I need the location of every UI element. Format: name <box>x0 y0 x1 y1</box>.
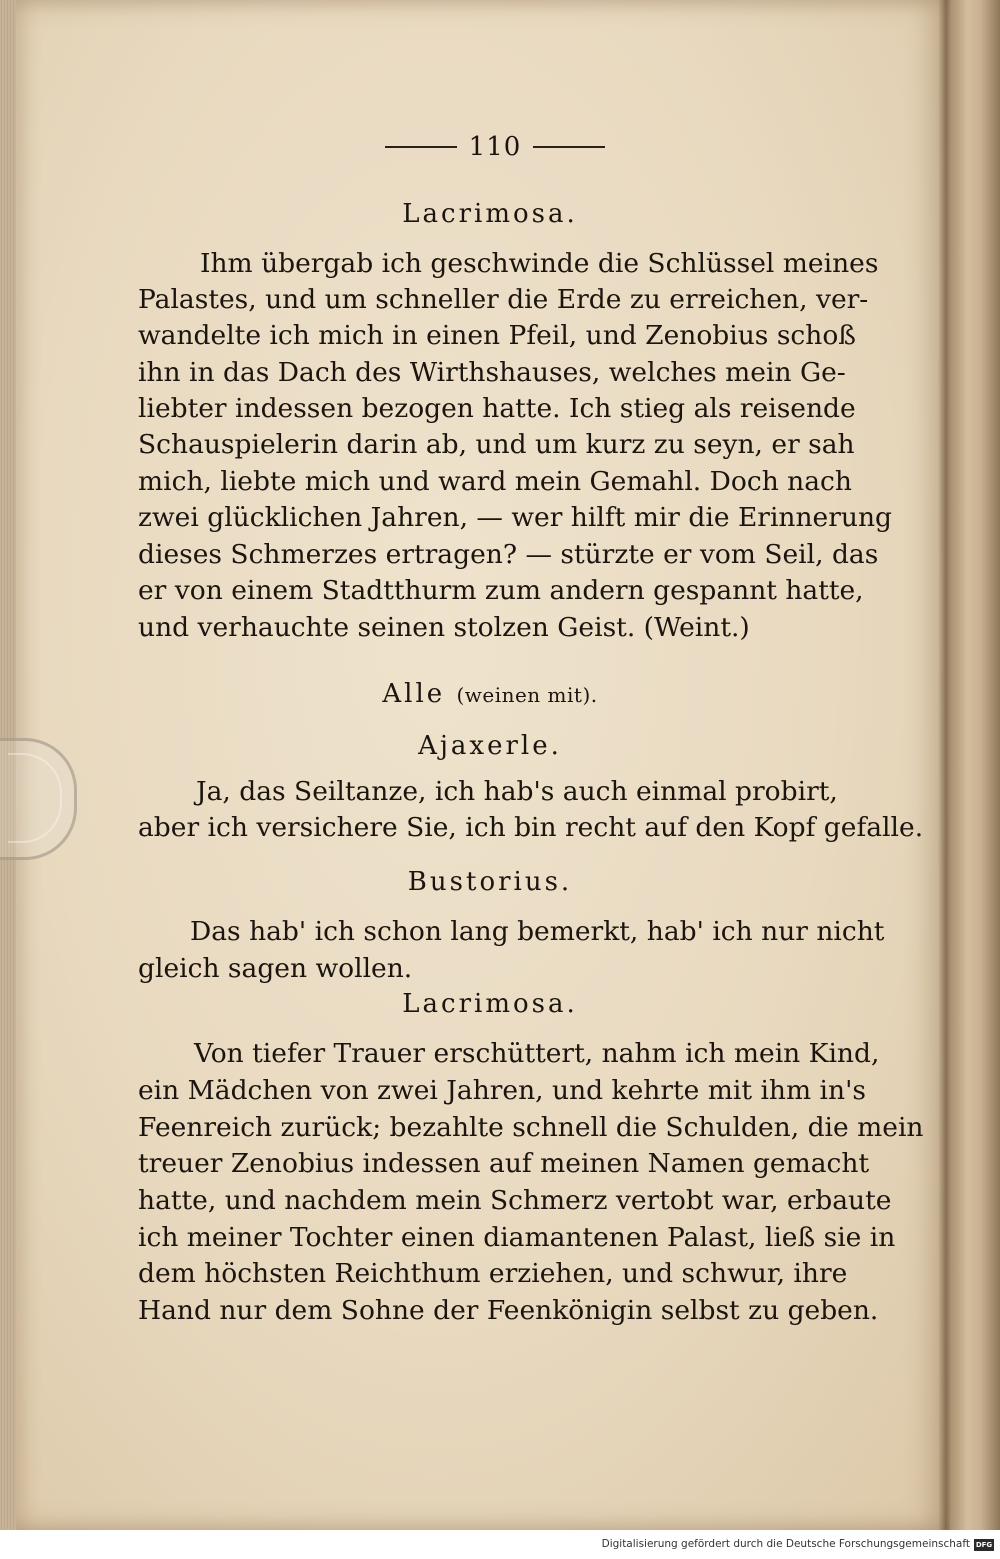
page-header <box>330 130 660 164</box>
text-line: Hand nur dem Sohne der Feenkönigin selbst zu geben. <box>138 1295 879 1326</box>
speaker-heading <box>0 676 980 712</box>
text-line: Feenreich zurück; bezahlte schnell die Schulden, die mein <box>138 1112 924 1143</box>
text-line: liebter indessen bezogen hatte. Ich stieg als reisende <box>138 393 856 424</box>
page-number: 110 <box>468 132 522 162</box>
text-line: dem höchsten Reichthum erziehen, und schwur, ihre <box>138 1258 848 1289</box>
text-line: mich, liebte mich und ward mein Gemahl. Doch nach <box>138 466 852 497</box>
text-line: treuer Zenobius indessen auf meinen Namen gemacht <box>138 1148 870 1179</box>
text-line: hatte, und nachdem mein Schmerz vertobt war, erbaute <box>138 1185 892 1216</box>
text-line: Von tiefer Trauer erschüttert, nahm ich mein Kind, <box>194 1038 880 1069</box>
text-line: gleich sagen wollen. <box>138 953 413 984</box>
credit-text: Digitalisierung gefördert durch die Deutsche Forschungsgemeinschaft <box>601 1538 970 1550</box>
speaker-name: Alle <box>382 679 446 709</box>
text-line: Palastes, und um schneller die Erde zu erreichen, ver- <box>138 284 869 315</box>
speaker-heading: Ajaxerle. <box>418 731 562 761</box>
text-line: und verhauchte seinen stolzen Geist. (Weint.) <box>138 612 750 643</box>
text-line: ein Mädchen von zwei Jahren, und kehrte mit ihm in's <box>138 1075 866 1106</box>
text-line: er von einem Stadtthurm zum andern gespannt hatte, <box>138 575 864 606</box>
text-line: ich meiner Tochter einen diamantenen Palast, ließ sie in <box>138 1222 896 1253</box>
stage-direction: (weinen mit). <box>456 683 598 707</box>
speaker-heading: Bustorius. <box>407 867 573 897</box>
header-rule-left <box>385 146 457 148</box>
text-line: aber ich versichere Sie, ich bin recht auf den Kopf gefalle. <box>138 812 924 843</box>
text-line: ihn in das Dach des Wirthshauses, welches mein Ge- <box>138 357 846 388</box>
text-line: Ihm übergab ich geschwinde die Schlüssel meines <box>200 248 879 279</box>
text-line: Ja, das Seiltanze, ich hab's auch einmal probirt, <box>196 776 838 807</box>
dfg-logo: DFG <box>975 1541 993 1549</box>
speaker-heading: Lacrimosa. <box>402 199 578 229</box>
speaker-heading: Lacrimosa. <box>402 989 578 1019</box>
text-line: zwei glücklichen Jahren, — wer hilft mir die Erinnerung <box>138 502 893 533</box>
text-line: Schauspielerin darin ab, und um kurz zu seyn, er sah <box>138 429 855 460</box>
text-line: Das hab' ich schon lang bemerkt, hab' ich nur nicht <box>190 916 885 947</box>
text-line: wandelte ich mich in einen Pfeil, und Zenobius schoß <box>138 320 856 351</box>
text-line: dieses Schmerzes ertragen? — stürzte er vom Seil, das <box>138 539 879 570</box>
header-rule-right <box>533 146 605 148</box>
